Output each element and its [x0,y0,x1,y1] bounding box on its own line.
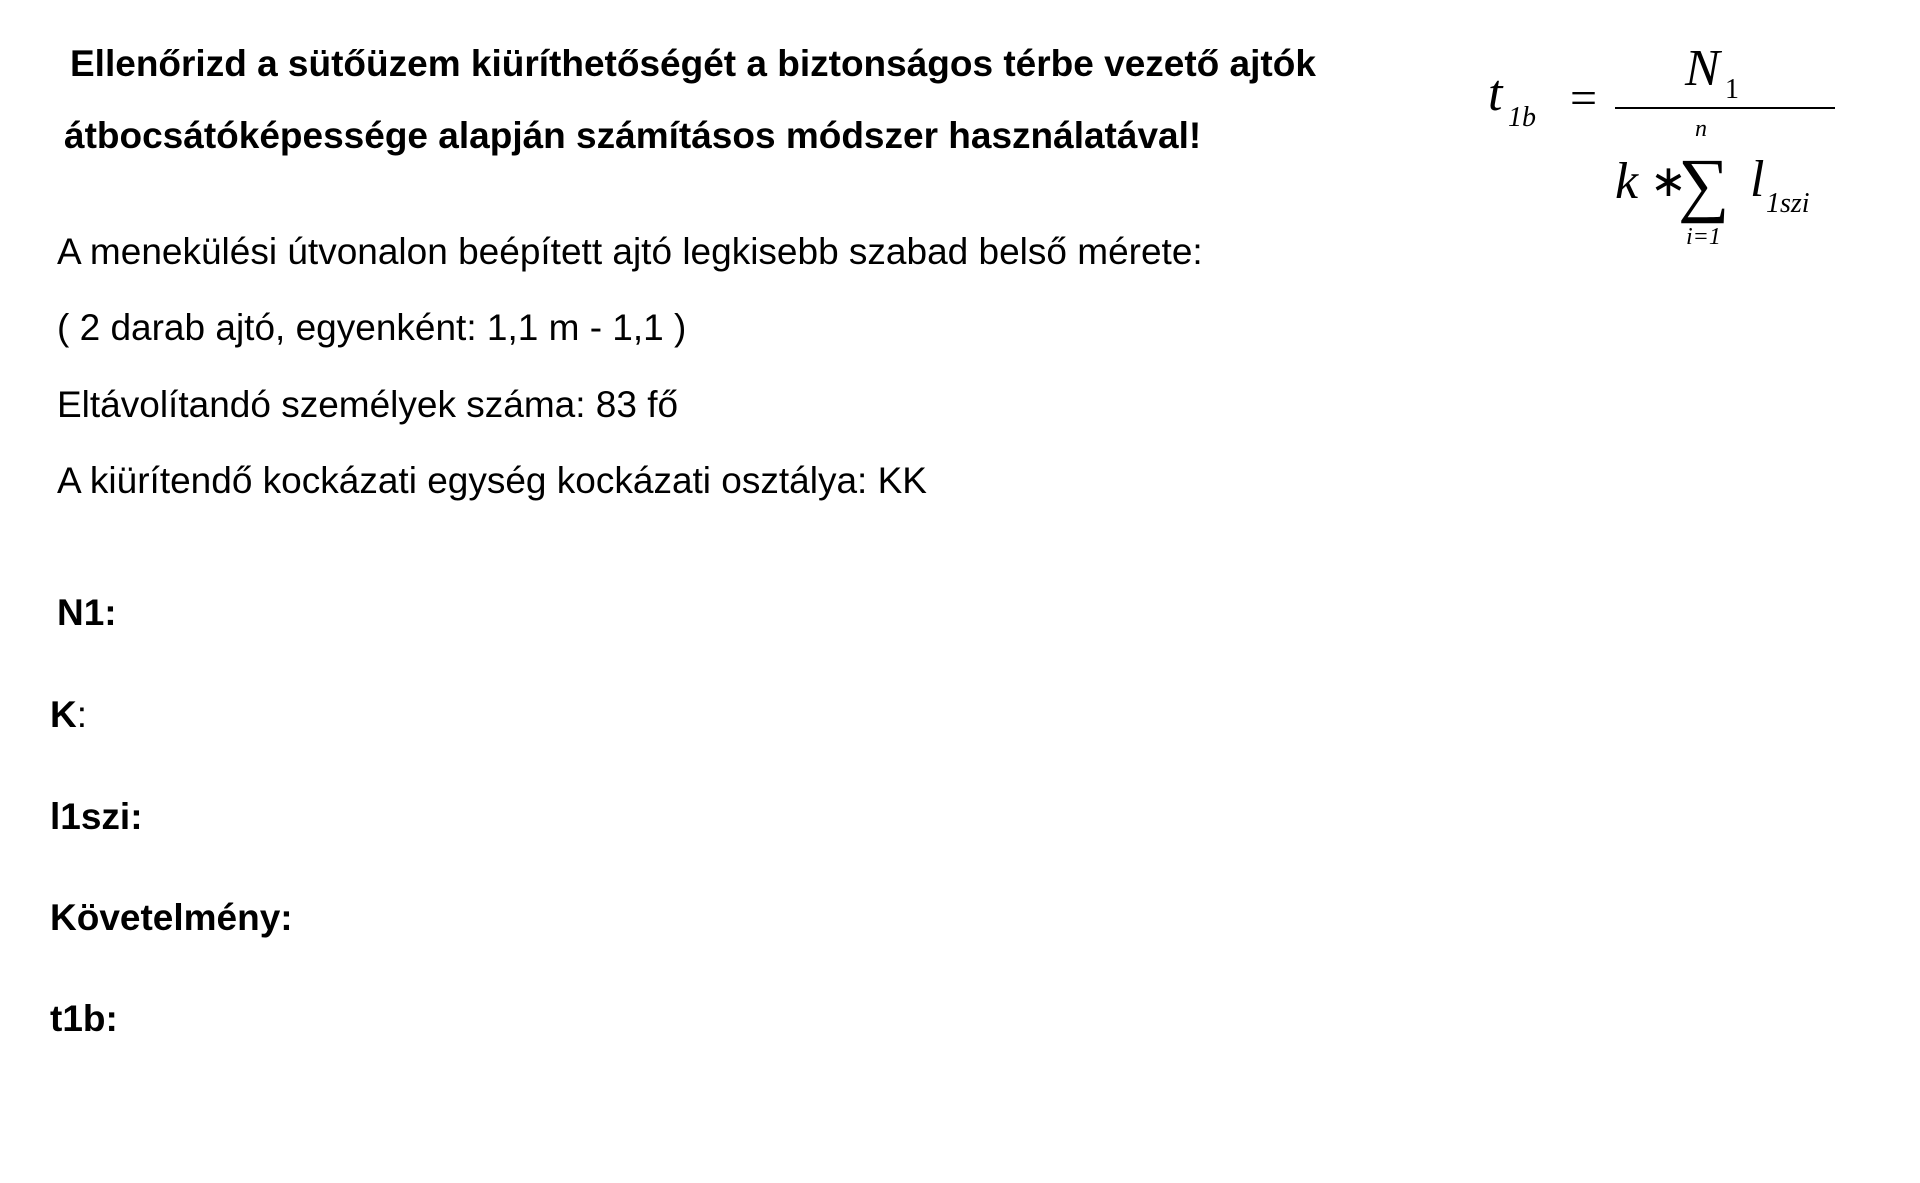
formula-sum-upper-limit: n [1695,116,1707,142]
formula-multiply-star: ∗ [1650,157,1687,206]
formula-lhs-subscript: 1b [1508,102,1536,133]
formula-numerator-variable: N [1685,40,1720,97]
task-title-line-1: Ellenőrizd a sütőüzem kiüríthetőségét a biztonságos térbe vezető ajtók [70,43,1316,84]
k-label-letter: K [50,694,77,735]
formula-sum-symbol: ∑ [1678,144,1730,224]
k-label [50,696,87,733]
door-detail-text: ( 2 darab ajtó, egyenként: 1,1 m - 1,1 ) [57,307,687,348]
evacuation-time-formula [1480,30,1840,260]
risk-class-text: A kiürítendő kockázati egység kockázati osztálya: KK [57,460,927,501]
persons-count-text: Eltávolítandó személyek száma: 83 fő [57,384,679,425]
formula-sum-lower-limit: i=1 [1686,224,1721,250]
formula-denominator-k: k [1615,153,1639,210]
requirement-label: Követelmény: [50,897,293,938]
formula-equals-sign: = [1570,72,1598,125]
formula-denominator-variable: l [1750,151,1765,208]
formula-lhs-variable: t [1488,65,1503,122]
formula-denominator-subscript: 1szi [1766,188,1810,219]
task-title-line-2: átbocsátóképessége alapján számításos módszer használatával! [64,115,1202,156]
t1b-label: t1b: [50,998,118,1039]
k-label-colon: : [76,694,88,735]
n1-label: N1: [57,592,117,633]
l1szi-label: l1szi: [50,796,143,837]
formula-numerator-subscript: 1 [1725,74,1739,105]
door-size-text: A menekülési útvonalon beépített ajtó legkisebb szabad belső mérete: [57,231,1203,272]
